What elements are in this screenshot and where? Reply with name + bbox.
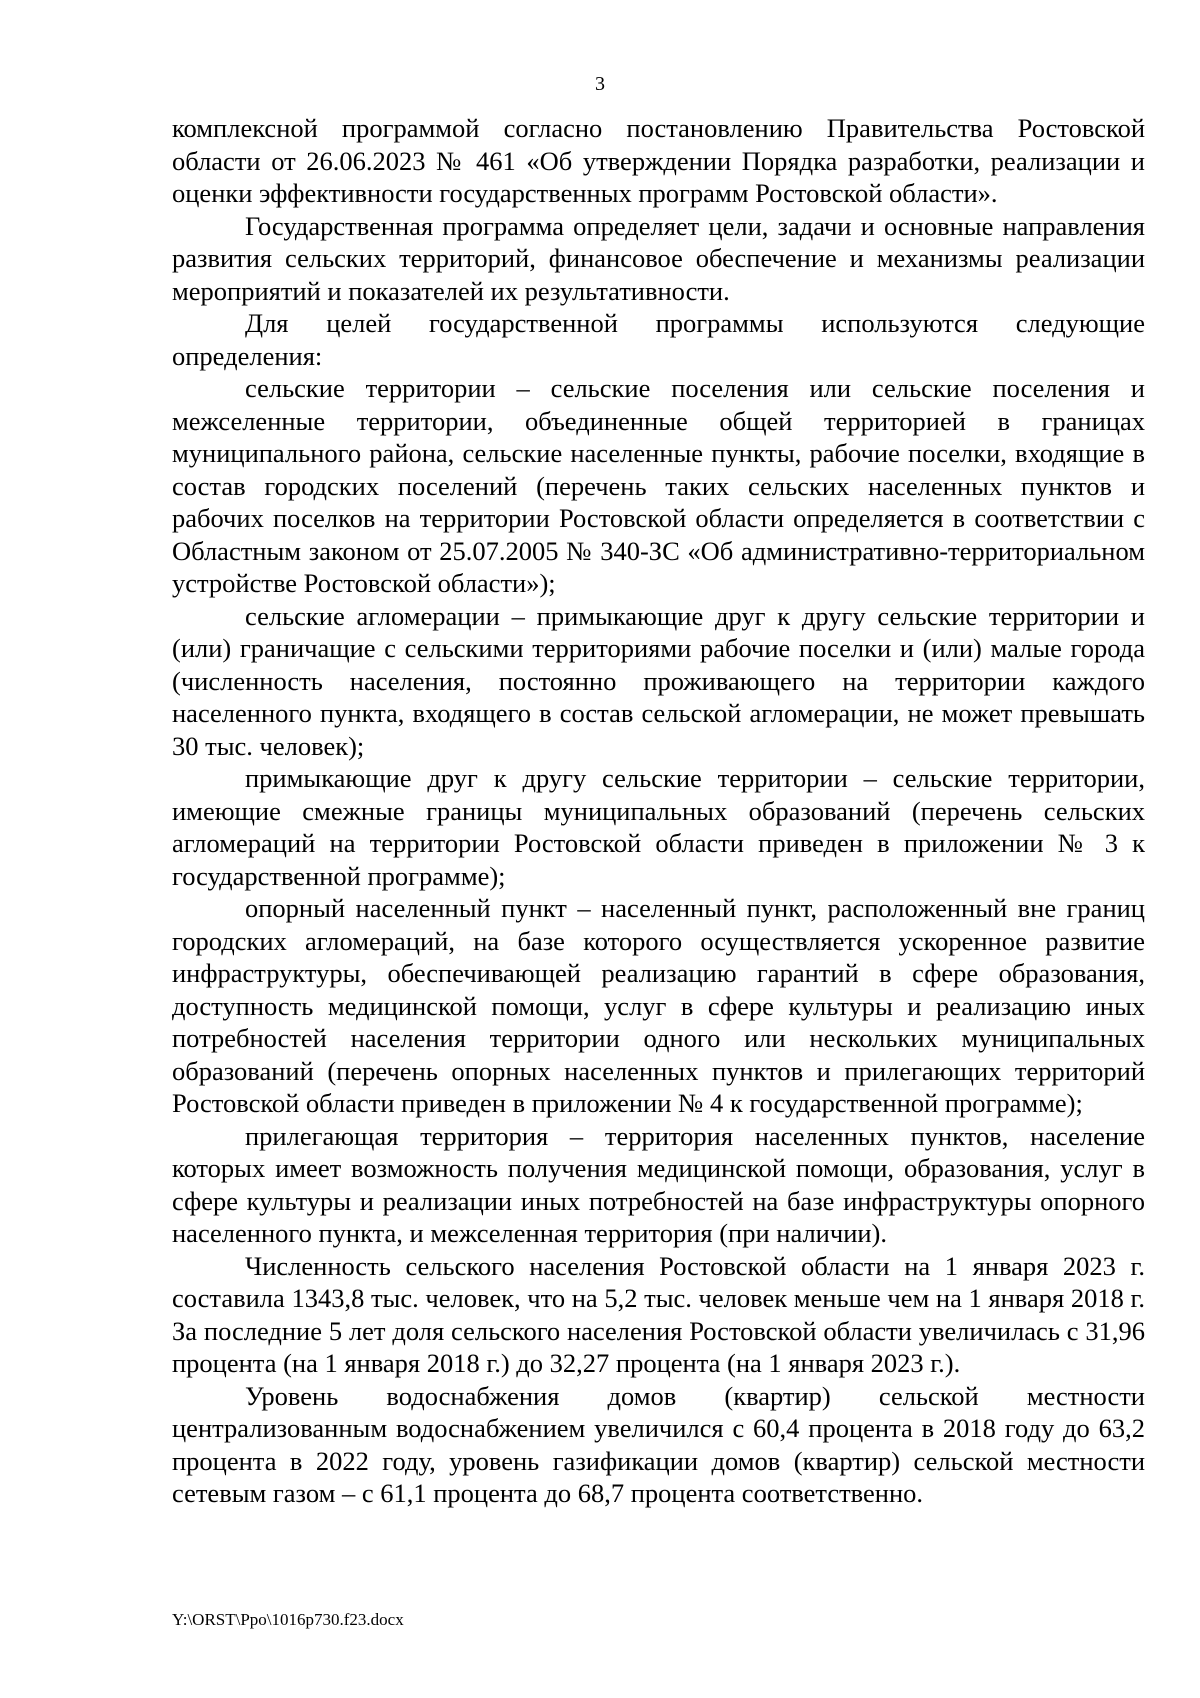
definition-support-settlement: опорный населенный пункт – населенный пункт, расположенный вне границ городских агломераций, на базе которого осуществляется ускоренное развитие инфраструктуры, обеспечивающей реализацию гарантий в сфере образования, доступность медицинской помощи, услуг в сфере культуры и реализацию иных потребностей населения территории одного или нескольких муниципальных образований (перечень опорных населенных пунктов и прилегающих территорий Ростовской области приведен в приложении № 4 к государственной программе); xyxy=(172,893,1145,1118)
page-number: 3 xyxy=(595,73,605,95)
footer-file-path: Y:\ORST\Ppo\1016p730.f23.docx xyxy=(172,1610,404,1629)
document-body xyxy=(172,112,1145,1510)
definition-adjacent-territories: примыкающие друг к другу сельские территории – сельские территории, имеющие смежные границы муниципальных образований (перечень сельских агломераций на территории Ростовской области приведен в приложении № 3 к государственной программе); xyxy=(172,763,1145,891)
paragraph-water-gas-supply: Уровень водоснабжения домов (квартир) сельской местности централизованным водоснабжением увеличился с 60,4 процента в 2018 году до 63,2 процента в 2022 году, уровень газификации домов (квартир) сельской местности сетевым газом – с 61,1 процента до 68,7 процента соответственно. xyxy=(172,1380,1145,1508)
paragraph-program-purpose: Государственная программа определяет цели, задачи и основные направления развития сельских территорий, финансовое обеспечение и механизмы реализации мероприятий и показателей их результативности. xyxy=(172,210,1145,306)
paragraph-rural-population: Численность сельского населения Ростовской области на 1 января 2023 г. составила 1343,8 тыс. человек, что на 5,2 тыс. человек меньше чем на 1 января 2018 г. За последние 5 лет доля сельского населения Ростовской области увеличилась с 31,96 процента (на 1 января 2018 г.) до 32,27 процента (на 1 января 2023 г.). xyxy=(172,1250,1145,1378)
definition-rural-agglomerations: сельские агломерации – примыкающие друг к другу сельские территории и (или) граничащие с сельскими территориями рабочие поселки и (или) малые города (численность населения, постоянно проживающего на территории каждого населенного пункта, входящего в состав сельской агломерации, не может превышать 30 тыс. человек); xyxy=(172,600,1145,761)
definition-adjoining-territory: прилегающая территория – территория населенных пунктов, население которых имеет возможность получения медицинской помощи, образования, услуг в сфере культуры и реализации иных потребностей на базе инфраструктуры опорного населенного пункта, и межселенная территория (при наличии). xyxy=(172,1120,1145,1248)
paragraph-intro-continuation: комплексной программой согласно постановлению Правительства Ростовской области от 26.06.2023 № 461 «Об утверждении Порядка разработки, реализации и оценки эффективности государственных программ Ростовской области». xyxy=(172,113,1145,208)
definition-rural-territories: сельские территории – сельские поселения или сельские поселения и межселенные территории, объединенные общей территорией в границах муниципального района, сельские населенные пункты, рабочие поселки, входящие в состав городских поселений (перечень таких сельских населенных пунктов и рабочих поселков на территории Ростовской области определяется в соответствии с Областным законом от 25.07.2005 № 340-ЗС «Об административно-территориальном устройстве Ростовской области»); xyxy=(172,373,1145,598)
paragraph-definitions-intro: Для целей государственной программы используются следующие определения: xyxy=(172,308,1145,371)
